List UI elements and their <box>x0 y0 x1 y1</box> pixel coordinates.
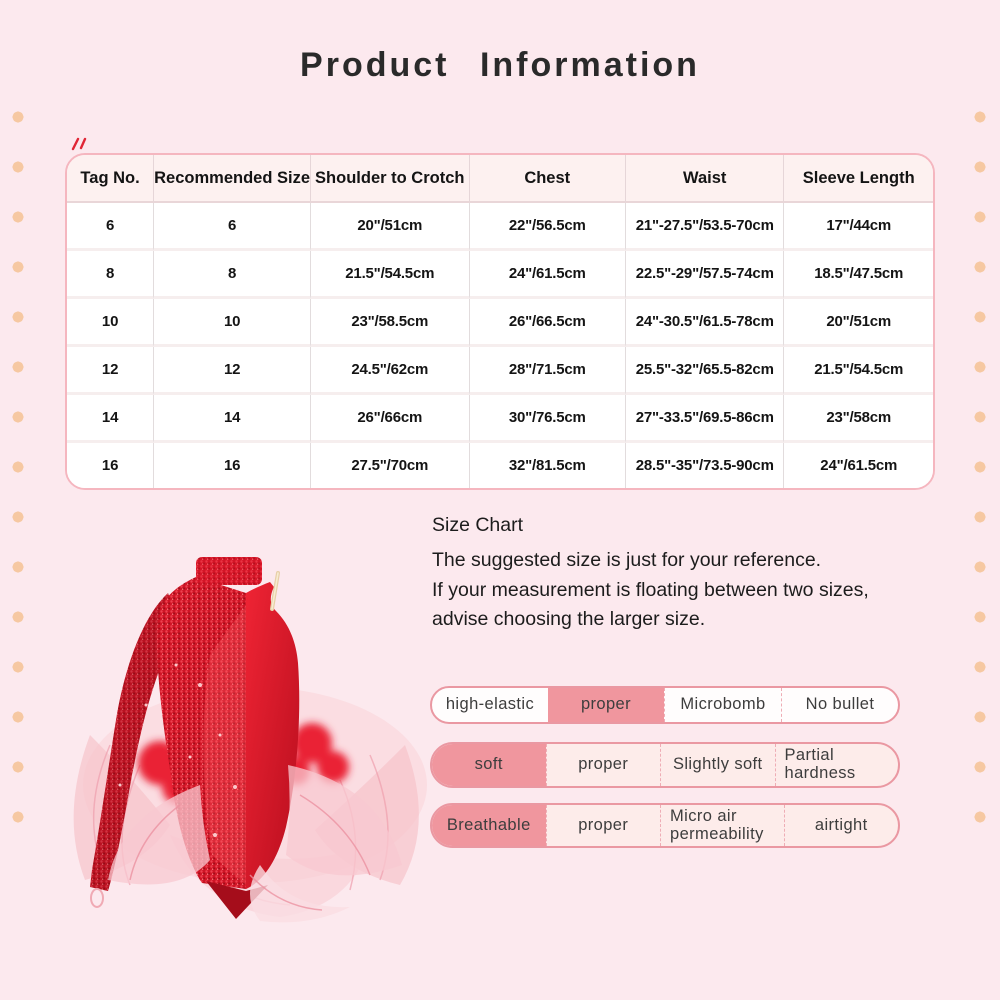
table-header-recommended-size: Recommended Size <box>154 155 311 203</box>
attribute-bar-elasticity <box>430 686 900 724</box>
table-cell: 14 <box>67 395 154 443</box>
table-cell: 24.5"/62cm <box>311 347 469 395</box>
table-header-waist: Waist <box>626 155 784 203</box>
table-cell: 6 <box>67 203 154 251</box>
table-cell: 22"/56.5cm <box>470 203 626 251</box>
table-cell: 6 <box>154 203 311 251</box>
bar-segment: No bullet <box>781 688 898 722</box>
table-cell: 26"/66.5cm <box>470 299 626 347</box>
attribute-bar-softness <box>430 742 900 788</box>
bar-segment-selected: Breathable <box>432 805 546 846</box>
bar-segment: proper <box>546 805 661 846</box>
table-cell: 14 <box>154 395 311 443</box>
table-cell: 16 <box>154 443 311 488</box>
attribute-bar-breathability <box>430 803 900 848</box>
table-cell: 8 <box>154 251 311 299</box>
page-title: Product Information <box>300 46 700 84</box>
table-cell: 28"/71.5cm <box>470 347 626 395</box>
bar-segment: Slightly soft <box>660 744 775 786</box>
table-cell: 20"/51cm <box>784 299 933 347</box>
table-header-sleeve-length: Sleeve Length <box>784 155 933 203</box>
table-cell: 26"/66cm <box>311 395 469 443</box>
table-cell: 8 <box>67 251 154 299</box>
table-cell: 28.5"-35"/73.5-90cm <box>626 443 784 488</box>
table-cell: 12 <box>154 347 311 395</box>
bar-segment-selected: proper <box>548 688 664 722</box>
polka-dots-right-decor <box>968 92 992 852</box>
table-cell: 17"/44cm <box>784 203 933 251</box>
table-cell: 21.5"/54.5cm <box>784 347 933 395</box>
table-cell: 10 <box>154 299 311 347</box>
table-cell: 27"-33.5"/69.5-86cm <box>626 395 784 443</box>
polka-dots-left-decor <box>6 92 30 852</box>
table-cell: 22.5"-29"/57.5-74cm <box>626 251 784 299</box>
bar-segment: Microbomb <box>664 688 781 722</box>
size-note-line: advise choosing the larger size. <box>432 608 706 630</box>
table-cell: 23"/58cm <box>784 395 933 443</box>
table-cell: 10 <box>67 299 154 347</box>
bar-segment-selected: soft <box>432 744 546 786</box>
bar-segment: high-elastic <box>445 695 535 714</box>
size-chart-table <box>65 153 935 490</box>
product-photo-red-sequin-tutu-leotard <box>50 535 440 945</box>
table-cell: 16 <box>67 443 154 488</box>
table-cell: 23"/58.5cm <box>311 299 469 347</box>
bar-segment: Micro air permeability <box>660 805 784 846</box>
corner-tick-decor <box>68 136 94 152</box>
table-cell: 25.5"-32"/65.5-82cm <box>626 347 784 395</box>
table-cell: 27.5"/70cm <box>311 443 469 488</box>
table-cell: 32"/81.5cm <box>470 443 626 488</box>
bar-segment: proper <box>546 744 661 786</box>
table-cell: 30"/76.5cm <box>470 395 626 443</box>
table-cell: 24"/61.5cm <box>470 251 626 299</box>
size-note-line: The suggested size is just for your reference. <box>432 549 822 571</box>
bar-segment: Partial hardness <box>775 744 899 786</box>
table-cell: 20"/51cm <box>311 203 469 251</box>
size-note <box>432 514 869 635</box>
table-header-shoulder-to-crotch: Shoulder to Crotch <box>311 155 469 203</box>
table-cell: 21"-27.5"/53.5-70cm <box>626 203 784 251</box>
table-cell: 21.5"/54.5cm <box>311 251 469 299</box>
table-cell: 12 <box>67 347 154 395</box>
size-note-line: If your measurement is floating between two sizes, <box>432 578 869 601</box>
table-cell: 24"-30.5"/61.5-78cm <box>626 299 784 347</box>
table-header-chest: Chest <box>470 155 626 203</box>
table-header-tag-no: Tag No. <box>67 155 154 203</box>
table-cell: 18.5"/47.5cm <box>784 251 933 299</box>
bar-segment: airtight <box>784 805 899 846</box>
table-cell: 24"/61.5cm <box>784 443 933 488</box>
size-note-heading: Size Chart <box>432 514 524 536</box>
